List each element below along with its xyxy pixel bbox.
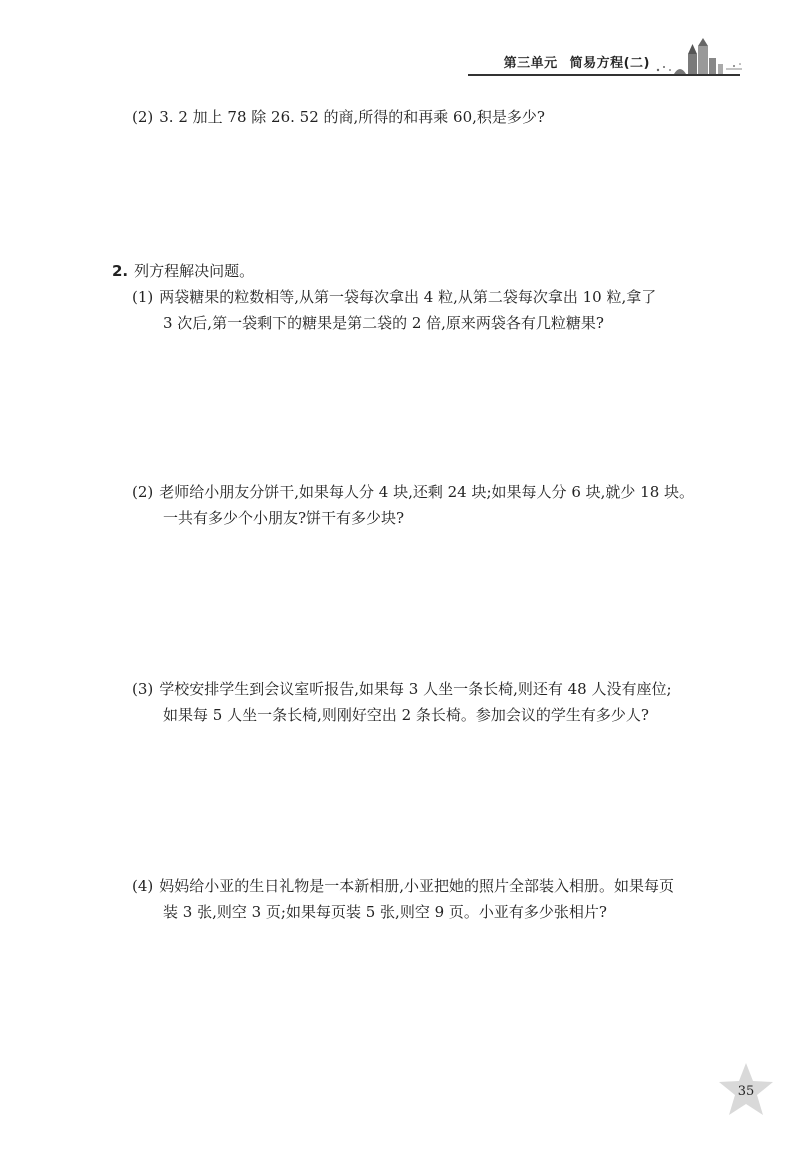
question-number: (4) [132,877,154,895]
question-text-line-1: 两袋糖果的粒数相等,从第一袋每次拿出 4 粒,从第二袋每次拿出 10 粒,拿了 [159,288,657,306]
question-2-1 [132,284,656,310]
header-chapter-title: 简易方程(二) [569,56,650,71]
question-number: (2) [132,108,154,126]
question-2-4-continued [163,899,607,925]
question-text-line-1: 妈妈给小亚的生日礼物是一本新相册,小亚把她的照片全部装入相册。如果每页 [159,877,675,895]
question-number: (2) [132,483,154,501]
question-2-2-continued [163,505,404,531]
question-text-line-2: 如果每 5 人坐一条长椅,则刚好空出 2 条长椅。参加会议的学生有多少人? [163,706,649,724]
page-number: 35 [737,1084,755,1099]
question-2-3-continued [163,702,649,728]
header-title [504,52,650,71]
question-text-line-2: 一共有多少个小朋友?饼干有多少块? [163,509,405,527]
question-2-4 [132,873,674,899]
question-text-line-2: 3 次后,第一袋剩下的糖果是第二袋的 2 倍,原来两袋各有几粒糖果? [163,314,604,332]
question-text-line-2: 装 3 张,则空 3 页;如果每页装 5 张,则空 9 页。小亚有多少张相片? [163,903,607,921]
header-unit: 第三单元 [503,56,558,71]
question-text-line-1: 学校安排学生到会议室听报告,如果每 3 人坐一条长椅,则还有 48 人没有座位; [159,680,672,698]
question-number: (1) [132,288,154,306]
question-number: (3) [132,680,154,698]
section-title: 列方程解决问题。 [134,262,255,280]
question-text: 3. 2 加上 78 除 26. 52 的商,所得的和再乘 60,积是多少? [159,108,545,126]
question-1-2 [132,104,545,130]
question-text-line-1: 老师给小朋友分饼干,如果每人分 4 块,还剩 24 块;如果每人分 6 块,就少 18 块。 [159,483,695,501]
question-2-3 [132,676,672,702]
section-number: 2. [112,262,129,280]
buildings-skyline-icon [650,36,750,76]
section-2-heading [112,258,254,284]
page-header [0,0,800,80]
question-2-1-continued [163,310,604,336]
question-2-2 [132,479,694,505]
